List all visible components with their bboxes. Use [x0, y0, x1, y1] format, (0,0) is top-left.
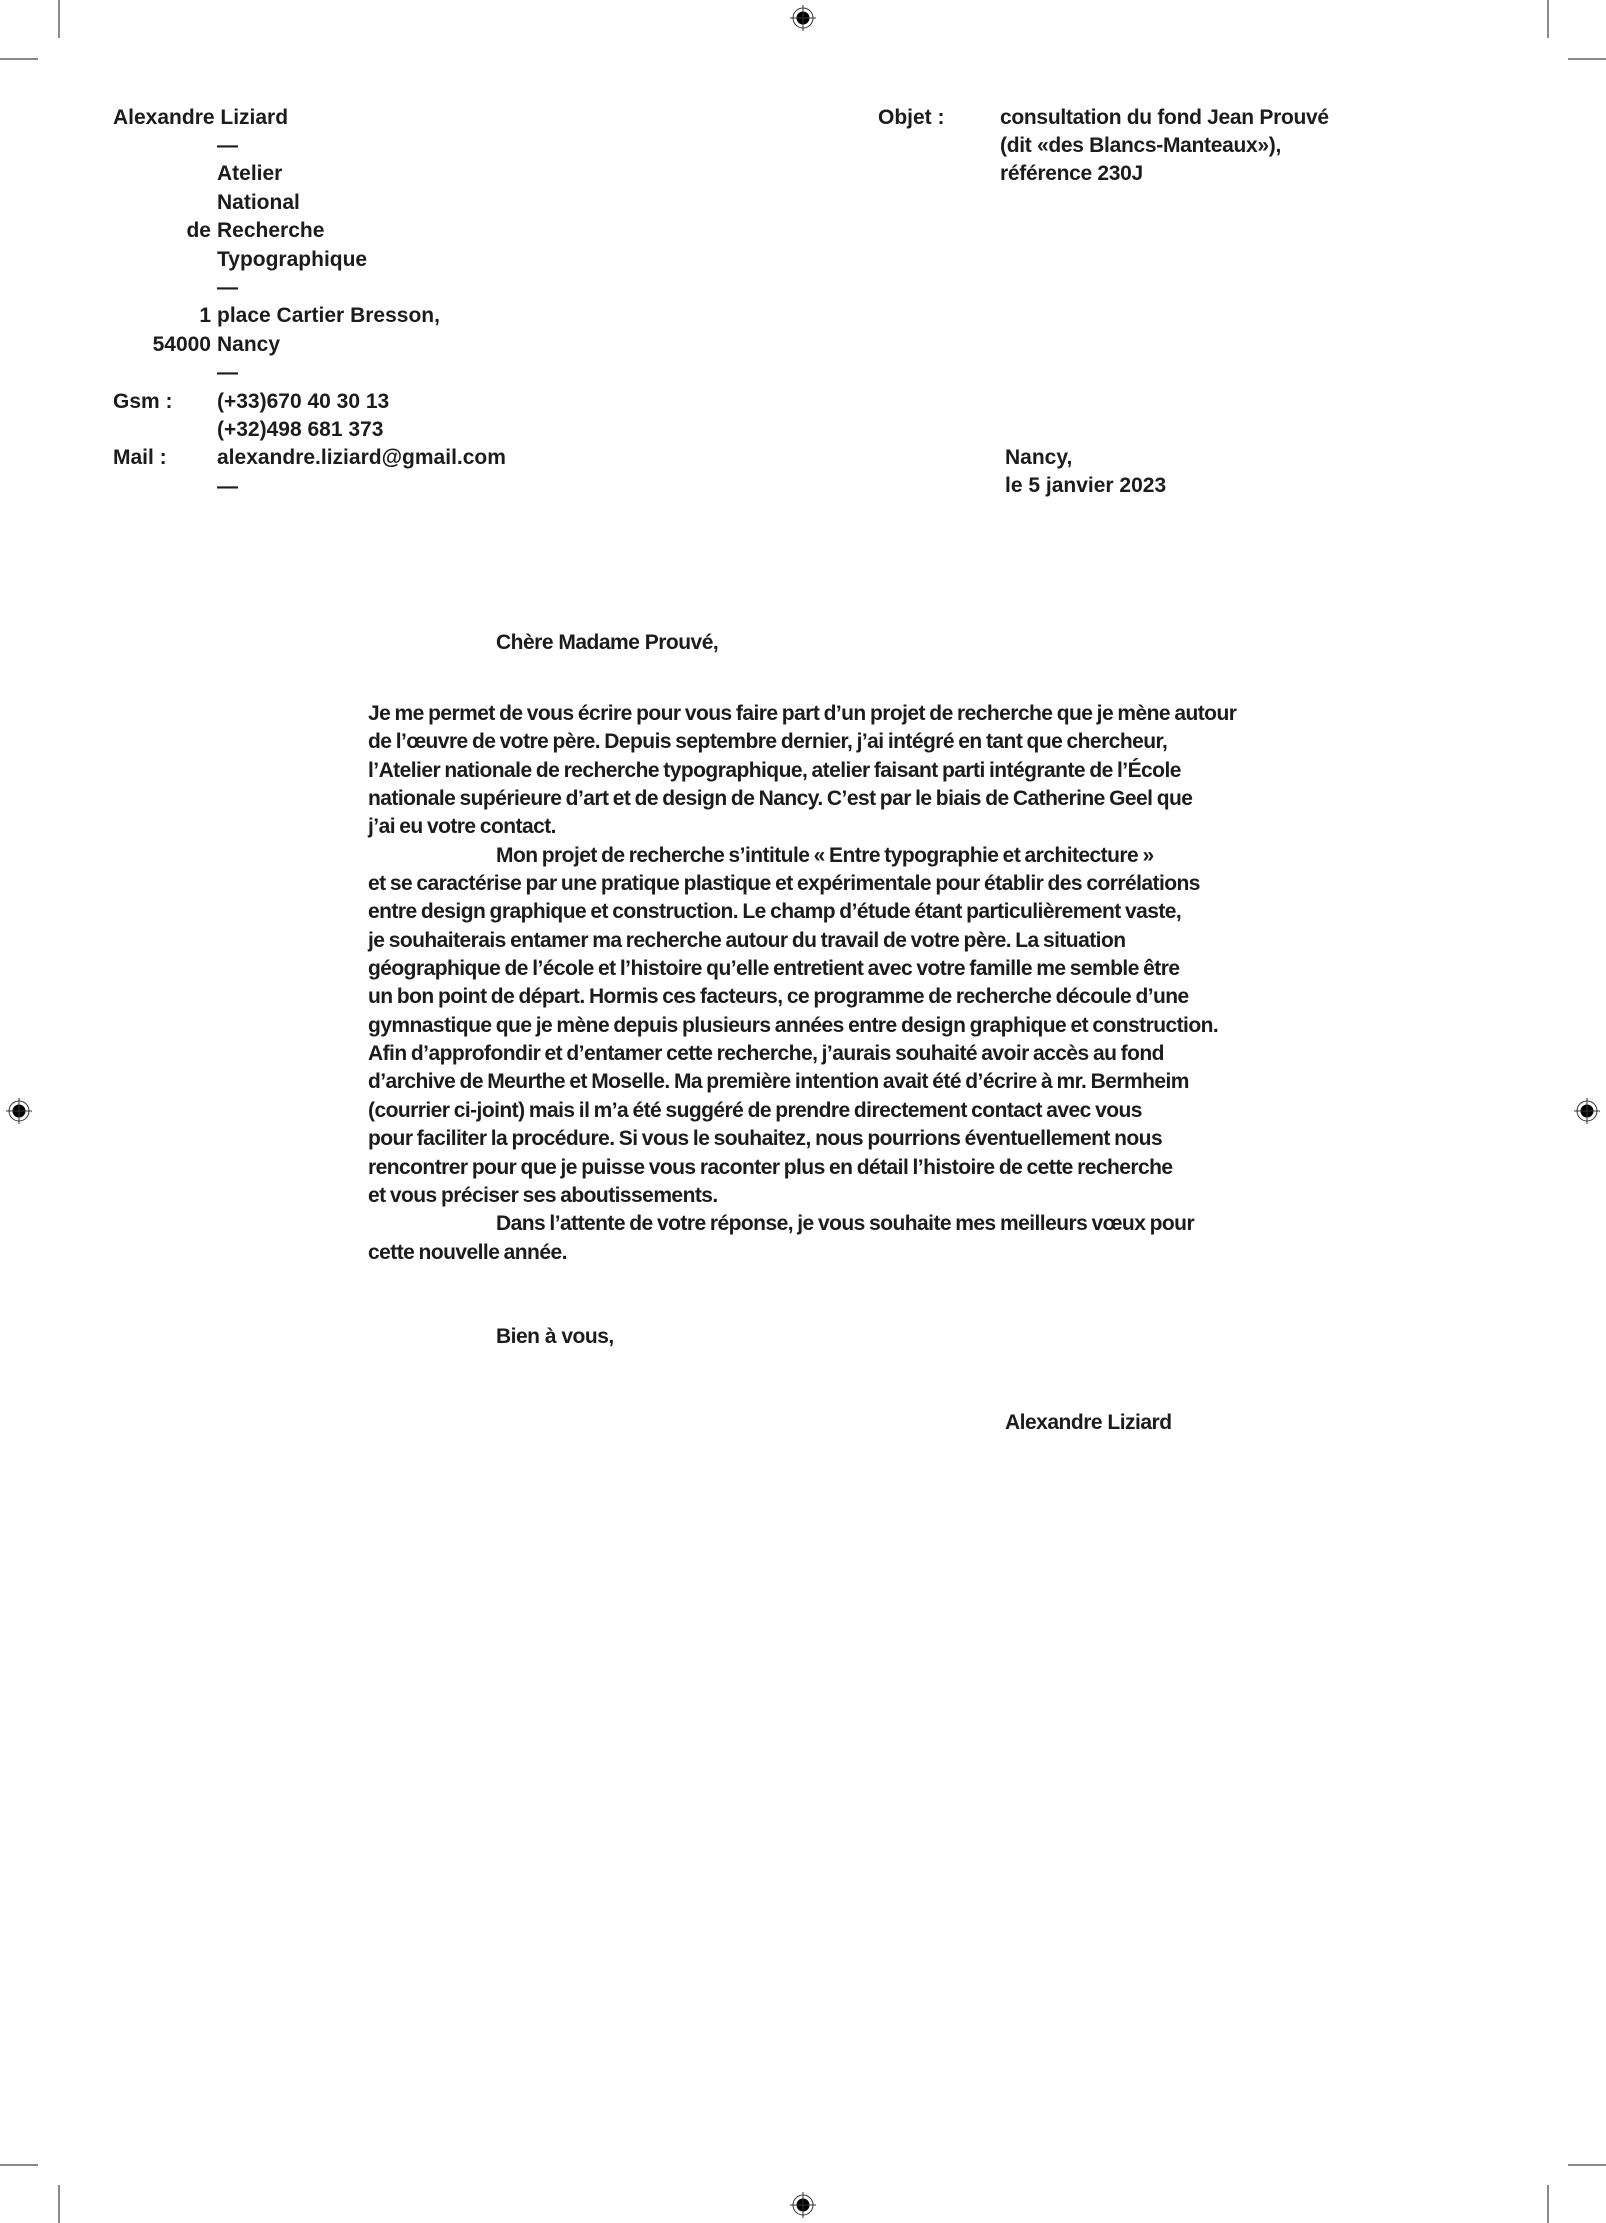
- crop-mark-bottom-right-vertical: [1547, 2185, 1549, 2223]
- body-line: un bon point de départ. Hormis ces facteurs, ce programme de recherche découle d’une: [368, 985, 1189, 1009]
- subject-line-1: consultation du fond Jean Prouvé: [1000, 106, 1329, 129]
- place: Nancy,: [1005, 446, 1073, 469]
- registration-mark-bottom-icon: [788, 2190, 818, 2220]
- body-line: géographique de l’école et l’histoire qu’elle entretient avec votre famille me semble être: [368, 957, 1180, 981]
- crop-mark-top-left-vertical: [58, 0, 60, 38]
- body-line: cette nouvelle année.: [368, 1240, 567, 1264]
- body-line: rencontrer pour que je puisse vous raconter plus en détail l’histoire de cette recherche: [368, 1155, 1173, 1179]
- gsm-label: Gsm :: [113, 390, 173, 413]
- body-line: Dans l’attente de votre réponse, je vous souhaite mes meilleurs vœux pour: [496, 1212, 1195, 1236]
- registration-mark-top-icon: [788, 3, 818, 33]
- registration-mark-right-icon: [1572, 1096, 1602, 1126]
- separator-dash: —: [217, 276, 238, 299]
- letter-body: [368, 700, 1348, 1267]
- body-line: nationale supérieure d’art et de design de Nancy. C’est par le biais de Catherine Geel que: [368, 787, 1193, 811]
- registration-mark-left-icon: [4, 1096, 34, 1126]
- gsm-value-2: (+32)498 681 373: [217, 418, 384, 441]
- body-line: Mon projet de recherche s’intitule « Entre typographie et architecture »: [496, 843, 1154, 867]
- crop-mark-top-right-horizontal: [1568, 58, 1606, 60]
- body-line: (courrier ci-joint) mais il m’a été suggéré de prendre directement contact avec vous: [368, 1098, 1142, 1122]
- body-line: pour faciliter la procédure. Si vous le souhaitez, nous pourrions éventuellement nous: [368, 1127, 1163, 1151]
- address-prefix: 1: [199, 304, 211, 328]
- body-line: gymnastique que je mène depuis plusieurs années entre design graphique et construction.: [368, 1013, 1219, 1037]
- body-line: et se caractérise par une pratique plastique et expérimentale pour établir des corrélations: [368, 872, 1200, 896]
- date: le 5 janvier 2023: [1005, 474, 1167, 497]
- body-line: j’ai eu votre contact.: [368, 815, 556, 839]
- body-line: je souhaiterais entamer ma recherche autour du travail de votre père. La situation: [368, 928, 1126, 952]
- crop-mark-bottom-right-horizontal: [1568, 2164, 1606, 2166]
- address-line: Typographique: [217, 247, 368, 271]
- address-line: Recherche: [217, 219, 325, 243]
- header-end-dash: —: [217, 475, 238, 498]
- mail-label: Mail :: [113, 446, 167, 469]
- address-line: National: [217, 190, 300, 214]
- body-line: et vous préciser ses aboutissements.: [368, 1183, 718, 1207]
- separator-dash: —: [217, 361, 238, 385]
- address-prefix: 54000: [152, 332, 211, 356]
- address-line: Nancy: [217, 332, 281, 356]
- body-line: de l’œuvre de votre père. Depuis septembre dernier, j’ai intégré en tant que chercheur,: [368, 730, 1168, 754]
- subject-line-2: (dit «des Blancs-Manteaux»),: [1000, 134, 1282, 157]
- body-line: l’Atelier nationale de recherche typographique, atelier faisant parti intégrante de l’École: [368, 758, 1181, 782]
- crop-mark-top-right-vertical: [1547, 0, 1549, 38]
- address-line: Atelier: [217, 162, 283, 186]
- crop-mark-top-left-horizontal: [0, 58, 38, 60]
- sender-name: Alexandre Liziard: [113, 106, 289, 129]
- signature: Alexandre Liziard: [1005, 1411, 1172, 1434]
- body-line: entre design graphique et construction. Le champ d’étude étant particulièrement vaste,: [368, 900, 1182, 924]
- mail-link[interactable]: alexandre.liziard@gmail.com: [217, 446, 506, 469]
- address-line: place Cartier Bresson,: [217, 304, 440, 328]
- closing: Bien à vous,: [496, 1325, 614, 1348]
- crop-mark-bottom-left-vertical: [58, 2185, 60, 2223]
- address-prefix: de: [186, 219, 211, 243]
- body-line: Afin d’approfondir et d’entamer cette recherche, j’aurais souhaité avoir accès au fond: [368, 1042, 1164, 1066]
- body-line: Je me permet de vous écrire pour vous faire part d’un projet de recherche que je mène autour: [368, 702, 1237, 725]
- salutation: Chère Madame Prouvé,: [496, 631, 719, 654]
- body-line: d’archive de Meurthe et Moselle. Ma première intention avait été d’écrire à mr. Bermheim: [368, 1070, 1189, 1094]
- crop-mark-bottom-left-horizontal: [0, 2164, 38, 2166]
- gsm-value-1: (+33)670 40 30 13: [217, 390, 390, 413]
- subject-label: Objet :: [878, 106, 945, 129]
- subject-line-3: référence 230J: [1000, 162, 1143, 185]
- separator-dash: —: [217, 134, 238, 157]
